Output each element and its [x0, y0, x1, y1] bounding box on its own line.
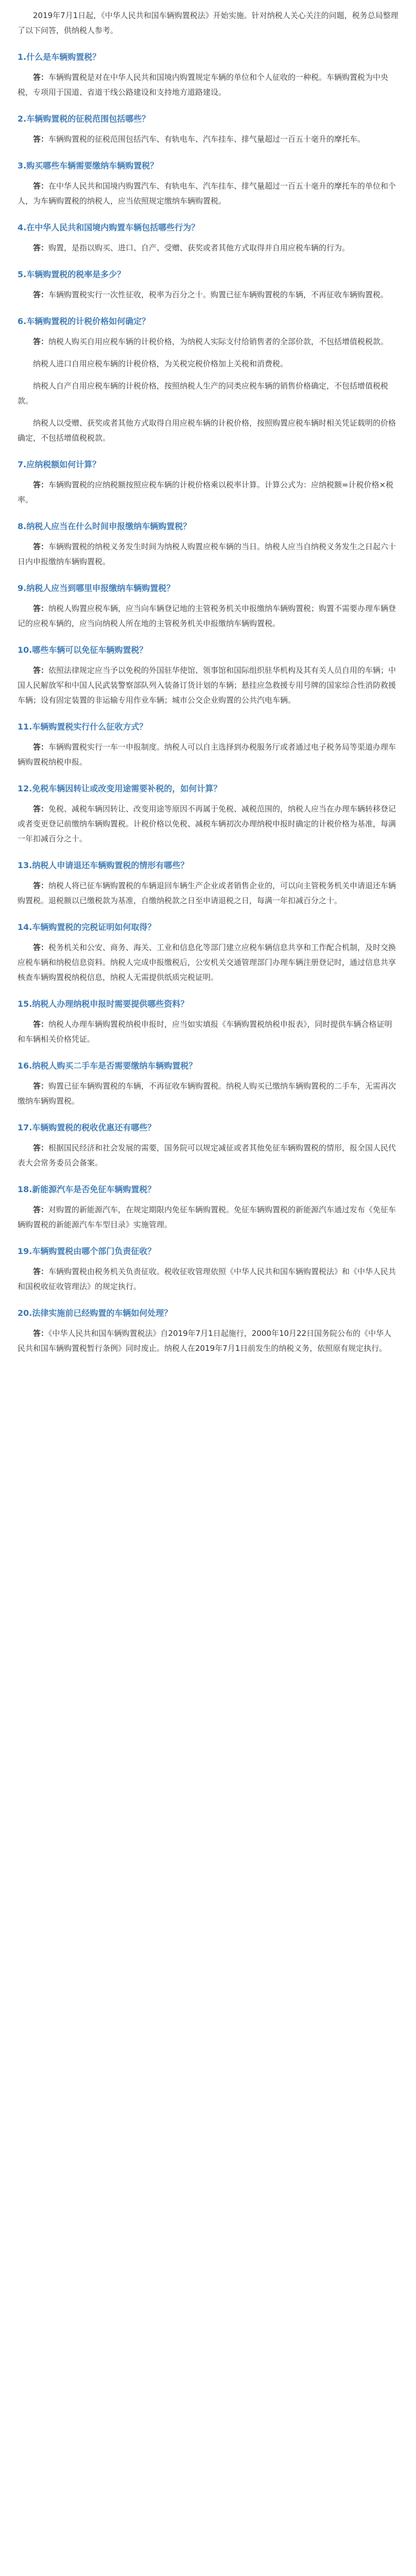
answer-paragraph — [18, 601, 398, 631]
answer-text: 在中华人民共和国境内购置汽车、有轨电车、汽车挂车、排气量超过一百五十毫升的摩托车的单位和个人，为车辆购置税的纳税人，应当依照规定缴纳车辆购置税。 — [18, 181, 396, 206]
answer-paragraph — [18, 287, 398, 302]
qa-item — [18, 519, 398, 569]
answer-text: 纳税人购置应税车辆，应当向车辆登记地的主管税务机关申报缴纳车辆购置税；购置不需要办理车辆登记的应税车辆的，应当向纳税人所在地的主管税务机关申报缴纳车辆购置税。 — [18, 604, 396, 628]
answer-paragraph — [18, 1079, 398, 1109]
answer-paragraph — [18, 940, 398, 985]
answer-text: 纳税人以受赠、获奖或者其他方式取得自用应税车辆的计税价格，按照购置应税车辆时相关凭证载明的价格确定，不包括增值税税款。 — [18, 418, 396, 443]
answer-label: 答： — [33, 604, 49, 613]
answer-label: 答： — [33, 290, 49, 299]
answer-text: 免税、减税车辆因转让、改变用途等原因不再属于免税、减税范围的，纳税人应当在办理车辆转移登记或者变更登记前缴纳车辆购置税。计税价格以免税、减税车辆初次办理纳税申报时确定的计税价格为基准，每满一年扣减百分之十。 — [18, 804, 396, 843]
answer-label: 答： — [33, 181, 49, 191]
qa-item — [18, 642, 398, 708]
question-heading: 12.免税车辆因转让或改变用途需要补税的，如何计算？ — [18, 784, 222, 793]
question-heading: 11.车辆购置税实行什么征收方式？ — [18, 722, 148, 732]
answer-text: 纳税人将已征车辆购置税的车辆退回车辆生产企业或者销售企业的，可以向主管税务机关申请退还车辆购置税。退税额以已缴税款为基准，自缴纳税款之日至申请退税之日，每满一年扣减百分之十。 — [18, 881, 396, 905]
answer-label: 答： — [33, 1020, 49, 1029]
answer-label: 答： — [33, 1329, 49, 1338]
answer-paragraph — [18, 132, 398, 147]
qa-item — [18, 457, 398, 507]
qa-item — [18, 49, 398, 100]
answer-label: 答： — [33, 542, 49, 551]
answer-text: 购置已征车辆购置税的车辆，不再征收车辆购置税。纳税人购买已缴纳车辆购置税的二手车，无需再次缴纳车辆购置税。 — [18, 1081, 396, 1106]
answer-paragraph — [18, 802, 398, 846]
answer-paragraph — [18, 179, 398, 209]
answer-paragraph — [18, 539, 398, 569]
answer-text: 纳税人进口自用应税车辆的计税价格，为关税完税价格加上关税和消费税。 — [33, 359, 288, 368]
answer-text: 纳税人办理车辆购置税纳税申报时，应当如实填报《车辆购置税纳税申报表》，同时提供车辆合格证明和车辆相关价格凭证。 — [18, 1020, 392, 1044]
answer-label: 答： — [33, 881, 49, 890]
answer-label: 答： — [33, 804, 49, 814]
intro-paragraph: 2019年7月1日起，《中华人民共和国车辆购置税法》开始实施。针对纳税人关心关注的问题，税务总局整理了以下问答，供纳税人参考。 — [18, 11, 398, 35]
answer-paragraph — [18, 416, 398, 446]
answer-text: 车辆购置税的征税范围包括汽车、有轨电车、汽车挂车、排气量超过一百五十毫升的摩托车。 — [48, 134, 366, 144]
question-heading: 18.新能源汽车是否免征车辆购置税？ — [18, 1184, 156, 1194]
answer-label: 答： — [33, 337, 49, 346]
answer-text: 纳税人购买自用应税车辆的计税价格，为纳税人实际支付给销售者的全部价款，不包括增值税税款。 — [48, 337, 389, 346]
answer-paragraph — [18, 663, 398, 708]
answer-text: 根据国民经济和社会发展的需要，国务院可以规定减征或者其他免征车辆购置税的情形，报全国人民代表大会常务委员会备案。 — [18, 1143, 396, 1167]
answer-paragraph — [18, 1326, 398, 1356]
qa-item — [18, 314, 398, 446]
qa-item — [18, 1182, 398, 1232]
answer-label: 答： — [33, 1143, 49, 1153]
answer-label: 答： — [33, 1267, 49, 1276]
answer-text: 车辆购置税实行一次性征收，税率为百分之十。购置已征车辆购置税的车辆，不再征收车辆购置税。 — [48, 290, 389, 299]
question-heading: 20.法律实施前已经购置的车辆如何处理？ — [18, 1308, 172, 1318]
question-heading: 14.车辆购置税的完税证明如何取得？ — [18, 922, 156, 932]
question-heading: 3.购买哪些车辆需要缴纳车辆购置税？ — [18, 161, 159, 171]
qa-item — [18, 920, 398, 985]
question-heading: 19.车辆购置税由哪个部门负责征收？ — [18, 1246, 156, 1256]
answer-paragraph — [18, 241, 398, 256]
answer-text: 税务机关和公安、商务、海关、工业和信息化等部门建立应税车辆信息共享和工作配合机制，及时交换应税车辆和纳税信息资料。纳税人完成申报缴税后，公安机关交通管理部门办理车辆注册登记时，通过信息共享核查车辆购置税纳税信息，纳税人无需提供纸质完税证明。 — [18, 943, 396, 982]
question-heading: 6.车辆购置税的计税价格如何确定？ — [18, 316, 150, 326]
question-heading: 16.纳税人购买二手车是否需要缴纳车辆购置税？ — [18, 1061, 197, 1071]
answer-paragraph — [18, 740, 398, 770]
qa-item — [18, 858, 398, 908]
question-heading: 13.纳税人申请退还车辆购置税的情形有哪些？ — [18, 860, 189, 870]
answer-text: 车辆购置税的应纳税额按照应税车辆的计税价格乘以税率计算。计算公式为：应纳税额=计税价格×税率。 — [18, 480, 394, 504]
question-heading: 4.在中华人民共和国境内购置车辆包括哪些行为？ — [18, 223, 200, 232]
answer-text: 车辆购置税的纳税义务发生时间为纳税人购置应税车辆的当日。纳税人应当自纳税义务发生之日起六十日内申报缴纳车辆购置税。 — [18, 542, 396, 566]
qa-item — [18, 220, 398, 256]
qa-item — [18, 1058, 398, 1109]
answer-label: 答： — [33, 134, 49, 144]
answer-text: 车辆购置税实行一车一申报制度。纳税人可以自主选择到办税服务厅或者通过电子税务局等渠道办理车辆购置税纳税申报。 — [18, 742, 396, 767]
answer-label: 答： — [33, 666, 49, 675]
answer-paragraph — [18, 357, 398, 371]
answer-label: 答： — [33, 480, 49, 489]
qa-item — [18, 1120, 398, 1171]
qa-item — [18, 996, 398, 1047]
qa-item — [18, 781, 398, 846]
answer-text: 《中华人民共和国车辆购置税法》自2019年7月1日起施行，2000年10月22日国务院公布的《中华人民共和国车辆购置税暂行条例》同时废止。纳税人在2019年7月1日前发生的纳税义务，依照原有规定执行。 — [18, 1329, 392, 1353]
qa-list — [18, 49, 398, 1356]
answer-text: 车辆购置税是对在中华人民共和国境内购置规定车辆的单位和个人征收的一种税。车辆购置税为中央税，专项用于国道、省道干线公路建设和支持地方道路建设。 — [18, 73, 389, 97]
answer-paragraph — [18, 1202, 398, 1232]
question-heading: 15.纳税人办理纳税申报时需要提供哪些资料？ — [18, 999, 189, 1009]
question-heading: 8.纳税人应当在什么时间申报缴纳车辆购置税？ — [18, 521, 192, 531]
question-heading: 7.应纳税额如何计算？ — [18, 460, 101, 469]
answer-paragraph — [18, 478, 398, 507]
question-heading: 9.纳税人应当到哪里申报缴纳车辆购置税？ — [18, 583, 175, 593]
question-heading: 2.车辆购置税的征税范围包括哪些？ — [18, 114, 150, 124]
answer-paragraph — [18, 878, 398, 908]
answer-text: 依照法律规定应当予以免税的外国驻华使馆、领事馆和国际组织驻华机构及其有关人员自用的车辆；中国人民解放军和中国人民武装警察部队列入装备订货计划的车辆；悬挂应急救援专用号牌的国家综合性消防救援车辆；设有固定装置的非运输专用作业车辆；城市公交企业购置的公共汽电车辆。 — [18, 666, 396, 705]
qa-item — [18, 158, 398, 209]
answer-label: 答： — [33, 1205, 49, 1214]
answer-label: 答： — [33, 243, 49, 252]
answer-text: 纳税人自产自用应税车辆的计税价格，按照纳税人生产的同类应税车辆的销售价格确定，不包括增值税税款。 — [18, 381, 389, 405]
answer-paragraph — [18, 1264, 398, 1294]
qa-item — [18, 1244, 398, 1294]
qa-item — [18, 719, 398, 770]
answer-paragraph — [18, 379, 398, 409]
answer-label: 答： — [33, 1081, 49, 1091]
answer-text: 对购置的新能源汽车，在规定期限内免征车辆购置税。免征车辆购置税的新能源汽车通过发布《免征车辆购置税的新能源汽车车型目录》实施管理。 — [18, 1205, 396, 1229]
qa-item — [18, 581, 398, 631]
answer-text: 购置，是指以购买、进口、自产、受赠、获奖或者其他方式取得并自用应税车辆的行为。 — [48, 243, 350, 252]
answer-paragraph — [18, 70, 398, 100]
qa-item — [18, 267, 398, 302]
qa-item — [18, 1306, 398, 1356]
question-heading: 17.车辆购置税的税收优惠还有哪些？ — [18, 1123, 156, 1132]
question-heading: 10.哪些车辆可以免征车辆购置税？ — [18, 645, 148, 655]
question-heading: 5.车辆购置税的税率是多少？ — [18, 269, 126, 279]
answer-paragraph — [18, 1141, 398, 1171]
answer-paragraph — [18, 1017, 398, 1047]
answer-paragraph — [18, 334, 398, 349]
answer-label: 答： — [33, 943, 49, 952]
qa-item — [18, 111, 398, 147]
answer-label: 答： — [33, 742, 49, 752]
question-heading: 1.什么是车辆购置税？ — [18, 52, 101, 62]
answer-label: 答： — [33, 73, 49, 82]
answer-text: 车辆购置税由税务机关负责征收。税收征收管理依照《中华人民共和国车辆购置税法》和《中华人民共和国税收征收管理法》的规定执行。 — [18, 1267, 396, 1291]
